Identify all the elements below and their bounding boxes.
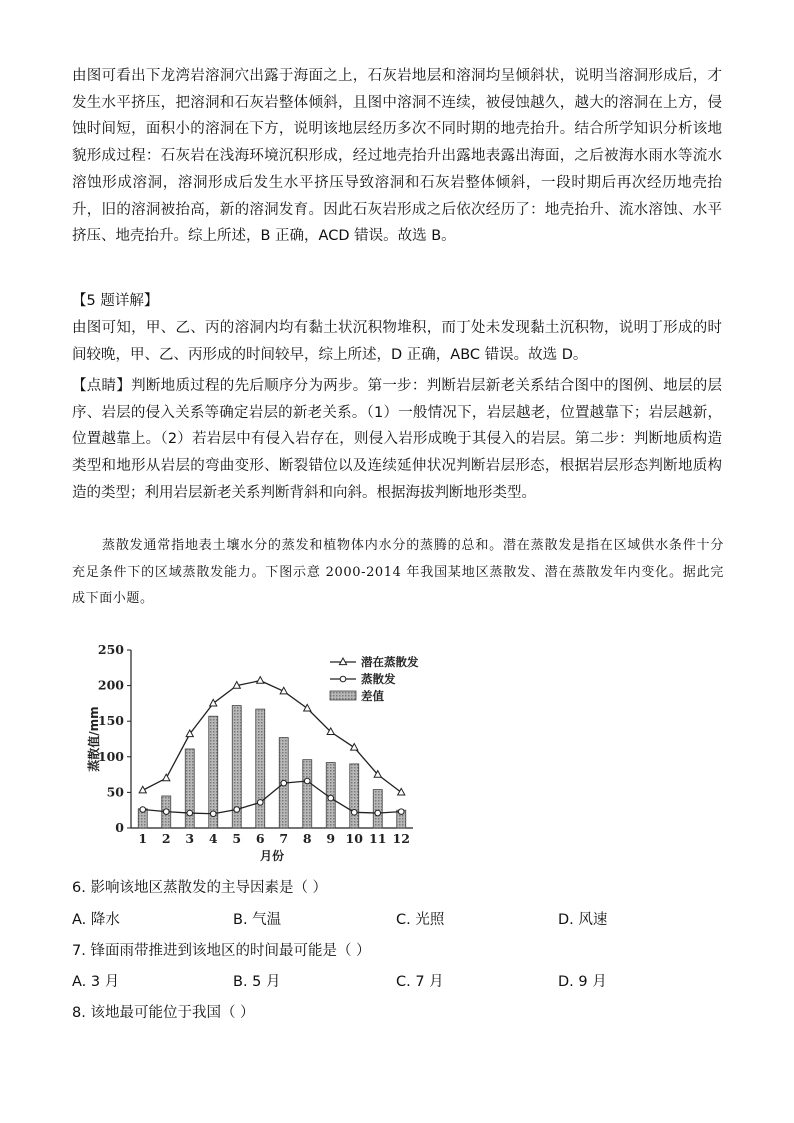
x-tick-label: 3: [185, 831, 195, 846]
analysis-paragraph: 由图可知，甲、乙、丙的溶洞内均有黏土状沉积物堆积，而丁处未发现黏土沉积物，说明丁形成的时间较晚，甲、乙、丙形成的时间较早，综上所述，D 正确，ABC 错误。故选 D。: [72, 320, 722, 363]
x-tick-label: 8: [302, 831, 312, 846]
option-b[interactable]: B. 5 月: [233, 974, 281, 990]
option-a[interactable]: A. 3 月: [72, 974, 120, 990]
bar-difference: [350, 764, 359, 828]
bar-difference: [373, 790, 382, 828]
legend-label: 蒸散发: [361, 672, 396, 686]
point-evapotranspiration: [210, 811, 216, 817]
x-tick-label: 11: [369, 831, 387, 846]
bar-difference: [256, 709, 265, 828]
y-tick-label: 200: [97, 677, 124, 693]
analysis-paragraph: 由图可看出下龙湾岩溶洞穴出露于海面之上，石灰岩地层和溶洞均呈倾斜状，说明当溶洞形成后，才发生水平挤压，把溶洞和石灰岩整体倾斜，且图中溶洞不连续，被侵蚀越久，越大的溶洞在上方，侵蚀时间短，面积小的溶洞在下方，说明该地层经历多次不同时期的地壳抬升。结合所学知识分析该地貌形成过程：石灰岩在浅海环境沉积形成，经过地壳抬升出露地表露出海面，之后被海水雨水等流水溶蚀形成溶洞，溶洞形成后发生水平挤压导致溶洞和石灰岩整体倾斜，一段时期后再次经历地壳抬升，旧的溶洞被抬高，新的溶洞发育。因此石灰岩形成之后依次经历了：地壳抬升、流水溶蚀、水平挤压、地壳抬升。综上所述，B 正确，ACD 错误。故选 B。: [72, 68, 722, 245]
point-evapotranspiration: [187, 810, 193, 816]
x-tick-label: 12: [392, 831, 410, 846]
option-c[interactable]: C. 7 月: [396, 974, 444, 990]
point-evapotranspiration: [304, 778, 310, 784]
point-evapotranspiration: [351, 810, 357, 816]
option-c[interactable]: C. 光照: [396, 912, 445, 928]
point-potential-evapotranspiration: [210, 699, 217, 706]
x-tick-label: 2: [161, 831, 171, 846]
option-d[interactable]: D. 风速: [558, 912, 608, 928]
question-stem: 6. 影响该地区蒸散发的主导因素是（ ）: [72, 880, 328, 896]
option-d[interactable]: D. 9 月: [558, 974, 607, 990]
x-tick-label: 6: [255, 831, 265, 846]
bar-difference: [303, 760, 312, 828]
point-evapotranspiration: [140, 807, 146, 813]
y-tick-label: 250: [97, 642, 124, 657]
section-heading: 【5 题详解】: [72, 293, 159, 309]
question-stem: 7. 锋面雨带推进到该地区的时间最可能是（ ）: [72, 943, 371, 959]
point-potential-evapotranspiration: [163, 774, 170, 781]
point-potential-evapotranspiration: [304, 704, 311, 711]
x-tick-label: 5: [232, 831, 242, 846]
x-tick-label: 7: [279, 831, 289, 846]
legend-marker-circle: [340, 676, 346, 682]
tip-paragraph: 【点睛】判断地质过程的先后顺序分为两步。第一步：判断岩层新老关系结合图中的图例、地层的层序、岩层的侵入关系等确定岩层的新老关系。（1）一般情况下，岩层越老，位置越靠下；岩层越新，位置越靠上。（2）若岩层中有侵入岩存在，则侵入岩形成晚于其侵入的岩层。第二步：判断地质构造类型和地形从岩层的弯曲变形、断裂错位以及连续延伸状况判断岩层形态，根据岩层形态判断地质构造的类型；利用岩层新老关系判断背斜和向斜。根据海拔判断地形类型。: [72, 378, 722, 501]
option-a[interactable]: A. 降水: [72, 912, 120, 928]
point-potential-evapotranspiration: [351, 744, 358, 751]
x-tick-label: 10: [345, 831, 363, 846]
point-evapotranspiration: [163, 809, 169, 815]
y-tick-label: 150: [97, 713, 124, 729]
y-axis-label: 蒸散值/mm: [87, 706, 101, 772]
y-tick-label: 100: [97, 748, 124, 764]
x-axis-label: 月份: [259, 849, 285, 863]
point-evapotranspiration: [281, 780, 287, 786]
legend-label: 差值: [361, 689, 384, 703]
question-stem: 8. 该地最可能位于我国（ ）: [72, 1005, 255, 1021]
legend-marker-triangle: [339, 658, 346, 665]
x-tick-label: 9: [326, 831, 336, 846]
x-tick-label: 1: [138, 831, 148, 846]
point-evapotranspiration: [234, 807, 240, 813]
y-tick-label: 50: [106, 784, 124, 800]
point-evapotranspiration: [328, 795, 334, 801]
point-evapotranspiration: [375, 810, 381, 816]
question-intro: 蒸散发通常指地表土壤水分的蒸发和植物体内水分的蒸腾的总和。潜在蒸散发是指在区域供水条件十分充足条件下的区域蒸散发能力。下图示意 2000-2014 年我国某地区蒸散发、潜在蒸散发年内变化。据此完成下面小题。: [72, 538, 724, 606]
evapotranspiration-chart: [78, 632, 468, 870]
y-tick-label: 0: [115, 820, 124, 835]
point-potential-evapotranspiration: [257, 677, 264, 684]
point-evapotranspiration: [398, 809, 404, 815]
x-tick-label: 4: [208, 831, 218, 846]
point-evapotranspiration: [257, 800, 263, 806]
point-potential-evapotranspiration: [398, 788, 405, 795]
legend-label: 潜在蒸散发: [361, 655, 419, 669]
option-b[interactable]: B. 气温: [233, 912, 282, 928]
legend-swatch-bar: [330, 691, 356, 700]
line-evapotranspiration: [143, 781, 402, 814]
